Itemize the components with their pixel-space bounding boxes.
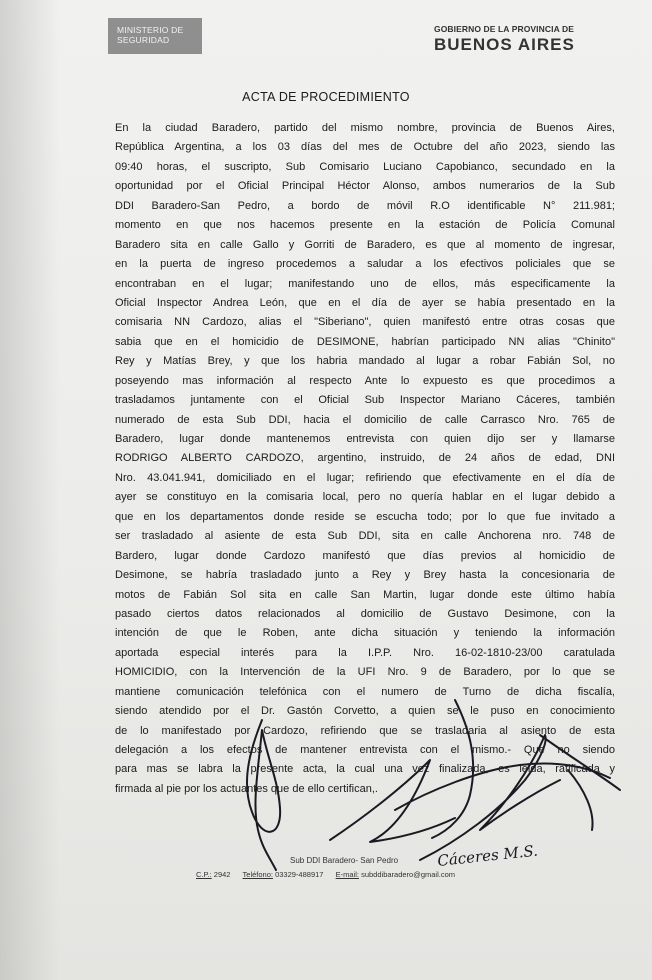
footer-office: Sub DDI Baradero- San Pedro xyxy=(290,856,399,865)
body-line: Oficial Inspector Andrea León, que en el día de ayer se había presentado en la xyxy=(115,296,615,309)
body-line: pasado ciertos datos relacionados al domicilio de Gustavo Desimone, con la xyxy=(115,607,615,620)
body-line: poseyendo mas información al respecto Ante lo expuesto es que procedimos a xyxy=(115,374,615,387)
government-header-line1: GOBIERNO DE LA PROVINCIA DE xyxy=(434,24,574,34)
body-line: Nro. 43.041.941, domiciliado en el lugar; refiriendo que efectivamente en el día de xyxy=(115,471,615,484)
body-line: trasladamos juntamente con el Oficial Sub Inspector Mariano Cáceres, también xyxy=(115,394,615,407)
body-line: siendo atendido por el Dr. Gastón Corvetto, a quien se le puso en conocimiento xyxy=(115,705,615,718)
body-line: ayer se constituyo en la comisaria local, pero no quería hablar en el lugar debido a xyxy=(115,491,615,504)
body-line: DDI Baradero-San Pedro, a bordo de móvil R.O identificable N° 211.981; xyxy=(115,199,615,212)
body-line: delegación a los efectos de mantener entrevista con el mismo.- Que no siendo xyxy=(115,744,615,756)
body-line: oportunidad por el Oficial Principal Héctor Alonso, ambos numerarios de la Sub xyxy=(115,180,615,193)
body-line: sabia que en el homicidio de DESIMONE, habrían participado NN alias "Chinito" xyxy=(115,335,615,348)
body-line: mantiene comunicación telefónica con el numero de Turno de dicha fiscalía, xyxy=(115,685,615,698)
body-line: que en los departamentos donde reside se escucha todo; por lo que fue invitado a xyxy=(115,510,615,523)
document-title: ACTA DE PROCEDIMIENTO xyxy=(242,90,410,104)
body-line: 09:40 horas, el suscripto, Sub Comisario Luciano Capobianco, secundado en la xyxy=(115,160,615,173)
footer-email-label: E-mail: xyxy=(335,870,359,879)
body-line: Desimone, se habría trasladado junto a Rey y Brey hasta la concesionaria de xyxy=(115,569,615,582)
handwritten-name: Cáceres M.S. xyxy=(436,841,539,870)
body-line: intención de que le Roben, ante dicha situación y teniendo la información xyxy=(115,627,615,640)
footer-phone-label: Teléfono: xyxy=(242,870,273,879)
body-line: momento en que nos hacemos presente en la estación de Policía Comunal xyxy=(115,219,615,232)
body-line: Bardero, lugar donde Cardozo manifestó que días previos al homicidio de xyxy=(115,549,615,562)
government-header xyxy=(434,24,604,55)
body-line: ser trasladado al asiente de esta Sub DDI, sita en calle Anchorena nro. 748 de xyxy=(115,530,615,543)
ministry-logo-line1: MINISTERIO DE xyxy=(117,25,184,35)
body-line: encontraban en el lugar; manifestando uno de ellos, más especificamente la xyxy=(115,277,615,290)
footer-contact xyxy=(196,870,455,879)
body-line: aportada especial interés para la I.P.P. Nro. 16-02-1810-23/00 caratulada xyxy=(115,646,615,659)
body-line: RODRIGO ALBERTO CARDOZO, argentino, instruido, de 24 años de edad, DNI xyxy=(115,452,615,465)
ministry-logo-badge xyxy=(108,18,202,54)
footer-cp-label: C.P.: xyxy=(196,870,212,879)
body-line: de lo manifestado por Cardozo, refiriendo que se trasladaria al asiento de esta xyxy=(115,724,615,737)
document-body xyxy=(115,119,615,799)
body-line: motos de Fabián Sol sita en calle San Martin, lugar donde este último había xyxy=(115,588,615,601)
body-line: En la ciudad Baradero, partido del mismo nombre, provincia de Buenos Aires, xyxy=(115,122,615,134)
body-line: numerado de esta Sub DDI, hacia el domicilio de calle Carrasco Nro. 765 de xyxy=(115,413,615,426)
body-line: para mas se labra la presente acta, la cual una vez finalizada, es leida, ratificada y xyxy=(115,763,615,776)
government-header-line2: BUENOS AIRES xyxy=(434,35,575,54)
footer-cp-value: 2942 xyxy=(213,870,231,879)
body-line: en la puerta de ingreso procedemos a saludar a los efectivos policiales que se xyxy=(115,258,615,271)
body-line: firmada al pie por los actuantes que de ello certifican,. xyxy=(115,782,378,795)
ministry-logo-line2: SEGURIDAD xyxy=(117,35,170,45)
body-line: Baradero, lugar donde mantenemos entrevista con quien dijo ser y llamarse xyxy=(115,433,615,445)
body-line: República Argentina, a los 03 días del mes de Octubre del año 2023, siendo las xyxy=(115,141,615,154)
footer-email-value: subddibaradero@gmail.com xyxy=(361,870,456,879)
body-line: Rey y Matías Brey, y que los habria mandado al lugar a robar Fabián Sol, no xyxy=(115,355,615,368)
footer-phone-value: 03329-488917 xyxy=(275,870,324,879)
body-line: comisaria NN Cardozo, alias el "Siberiano", quien manifestó entre otras cosas que xyxy=(115,316,615,329)
body-line: Baradero sita en calle Gallo y Gorriti de Baradero, es que al momento de ingresar, xyxy=(115,238,615,251)
body-line: HOMICIDIO, con la Intervención de la UFI Nro. 9 de Baradero, por lo que se xyxy=(115,666,615,679)
